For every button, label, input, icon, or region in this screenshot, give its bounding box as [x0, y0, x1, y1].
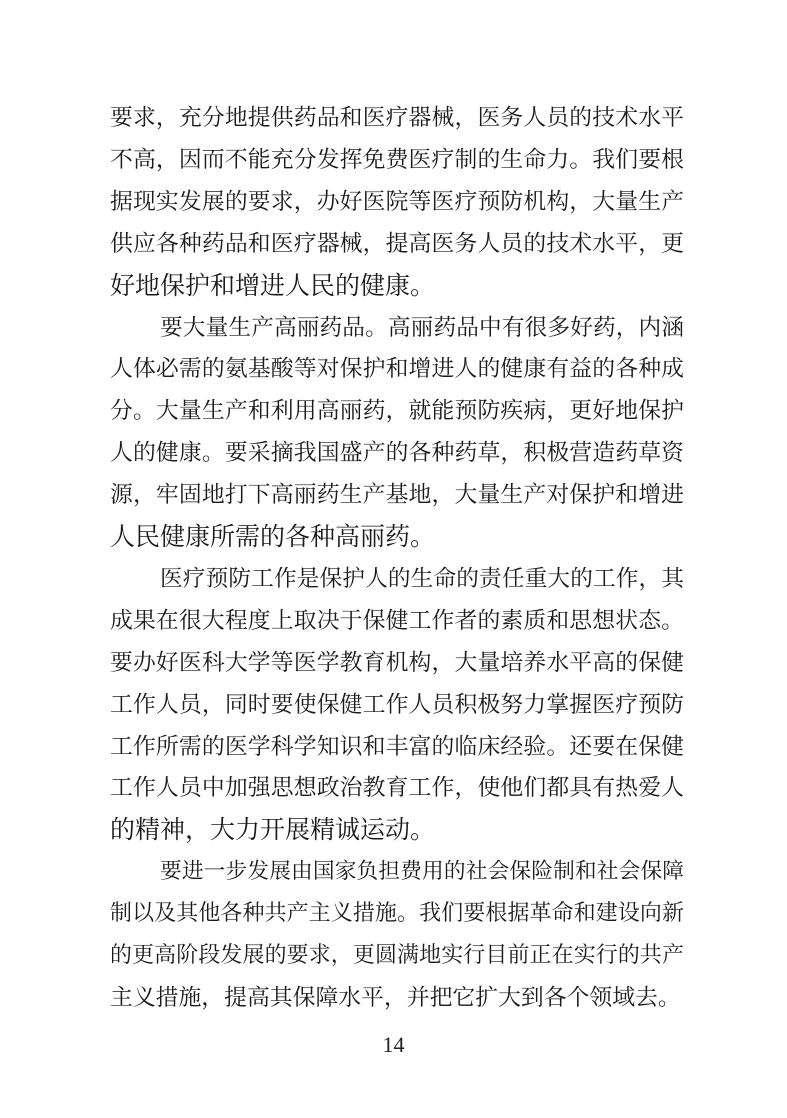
text-line: 成果在很大程度上取决于保健工作者的素质和思想状态。 [110, 608, 684, 634]
text-line: 供应各种药品和医疗器械，提高医务人员的技术水平，更 [110, 231, 684, 257]
text-line: 要求，充分地提供药品和医疗器械，医务人员的技术水平 [110, 105, 684, 131]
text-line: 不高，因而不能充分发挥免费医疗制的生命力。我们要根 [110, 147, 684, 173]
text-line: 工作人员中加强思想政治教育工作，使他们都具有热爱人 [110, 775, 684, 801]
text-line: 分。大量生产和利用高丽药，就能预防疾病，更好地保护 [110, 398, 684, 424]
text-line: 工作所需的医学科学知识和丰富的临床经验。还要在保健 [110, 734, 684, 760]
text-line: 人体必需的氨基酸等对保护和增进人的健康有益的各种成 [110, 356, 684, 382]
text-line: 的精神，大力开展精诚运动。 [110, 815, 436, 844]
text-line: 主义措施，提高其保障水平，并把它扩大到各个领域去。 [110, 985, 681, 1011]
text-line: 人的健康。要采摘我国盛产的各种药草，积极营造药草资 [110, 440, 684, 466]
text-line: 据现实发展的要求，办好医院等医疗预防机构，大量生产 [110, 189, 684, 215]
text-line: 要大量生产高丽药品。高丽药品中有很多好药，内涵 [160, 315, 684, 341]
text-line: 要进一步发展由国家负担费用的社会保险制和社会保障 [160, 859, 684, 884]
text-line: 要办好医科大学等医学教育机构，大量培养水平高的保健 [110, 650, 684, 676]
text-line: 工作人员，同时要使保健工作人员积极努力掌握医疗预防 [110, 692, 684, 718]
text-line: 源，牢固地打下高丽药生产基地，大量生产对保护和增进 [110, 482, 684, 508]
text-line: 的更高阶段发展的要求，更圆满地实行目前正在实行的共产 [110, 943, 684, 968]
text-line: 制以及其他各种共产主义措施。我们要根据革命和建设向新 [110, 901, 684, 926]
text-line: 医疗预防工作是保护人的生命的责任重大的工作，其 [160, 566, 684, 592]
page-number: 14 [382, 1032, 405, 1057]
text-line: 人民健康所需的各种高丽药。 [110, 522, 436, 551]
text-line: 好地保护和增进人民的健康。 [110, 271, 436, 300]
